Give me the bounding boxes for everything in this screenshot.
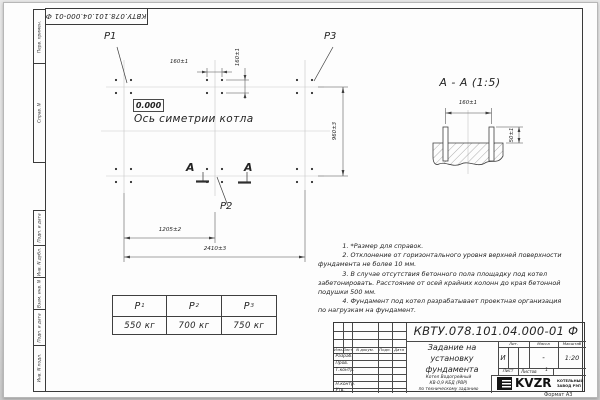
side-cell-sprav-n: Справ. N <box>37 103 42 123</box>
titleblock-gridline <box>508 347 509 368</box>
rev-col-izm: Изм. <box>334 347 343 353</box>
titleblock-gridline <box>334 339 406 340</box>
titleblock-gridline <box>334 331 406 332</box>
titleblock-designation: КВТУ.078.101.04.000-01 Ф <box>413 324 579 339</box>
load-table-value-p3: 750 кг <box>233 320 265 331</box>
note-line: фундамента не более 10 мм. <box>318 260 417 269</box>
note-line: 3. В случае отсутствия бетонного пола площадку под котел <box>318 269 548 278</box>
corner-designation-box <box>45 9 148 25</box>
side-cell-vzam-inv: Взам. инв. N <box>34 278 45 310</box>
format-label: Формат А3 <box>544 392 573 398</box>
load-point-label-p2: P2 <box>220 201 233 212</box>
dim-label-bolt-spacing-v: 160±1 <box>235 47 242 67</box>
rev-col-podp: Подп. <box>379 347 391 353</box>
dim-label-bolt-spacing-h: 160±1 <box>170 59 189 65</box>
side-cell-podp-data-1: Подп. и дата <box>34 211 45 246</box>
role-prov: Пров. <box>335 360 349 366</box>
load-table-header-p3: Р 3 <box>222 296 276 317</box>
dim-label-section-bolt-height: 50±1 <box>509 127 516 143</box>
role-utv: Утв. <box>335 388 345 393</box>
dim-label-row-spacing: 960±3 <box>332 121 339 141</box>
dim-label-mid-span: 1205±2 <box>158 227 182 233</box>
product-line2: КВ-0,9 КБД (РВР) <box>429 381 468 387</box>
doc-title-line1: Задание на <box>427 343 477 352</box>
load-table-value-p2: 700 кг <box>167 317 221 334</box>
scale-value: 1:20 <box>564 353 580 362</box>
side-cell-perv-primen: Перв. примен. <box>34 10 45 64</box>
lit-label: Лит. <box>509 341 518 347</box>
section-letter-right: А <box>244 161 253 174</box>
side-column-top <box>33 9 46 163</box>
load-table-header-p1: Р 1 <box>113 296 167 317</box>
product-line3: по техническому заданию <box>418 387 479 393</box>
note-line: 4. Фундамент под котел разрабатывает проектная организация <box>318 297 562 306</box>
note-line: 2. Отклонение от горизонтального уровня верхней поверхности <box>318 251 562 260</box>
load-point-label-p1: P1 <box>104 31 117 42</box>
titleblock-gridline <box>553 368 554 375</box>
titleblock-gridline <box>518 347 519 375</box>
level-mark: 0.000 <box>133 99 164 112</box>
mass-label: Масса <box>537 341 550 347</box>
titleblock-gridline <box>491 375 492 393</box>
side-cell-inv-podl: Инв. N подл. <box>37 353 42 383</box>
mass-value: - <box>542 353 545 362</box>
kvzr-logo-caption-line1: КОТЕЛЬНЫЙ <box>557 379 584 383</box>
kvzr-logo-text: KVZR <box>515 376 552 390</box>
side-cell-inv-dubl: Инв. N дубл. <box>34 246 45 278</box>
note-line: подушки 500 мм. <box>318 288 377 297</box>
dim-label-section-bolt-spacing: 160±1 <box>458 100 478 106</box>
note-line: забетонировать. Расстояние от осей крайних колонн до края бетонной <box>318 278 561 287</box>
product-line1: Котел Водогрейный <box>425 375 472 381</box>
side-cell-podp-data-2: Подп. и дата <box>34 310 45 346</box>
titleblock-gridline <box>392 323 393 393</box>
load-point-label-p3: P3 <box>324 31 337 42</box>
kvzr-logo-caption-line2: ЗАВОД РЭП <box>557 384 581 388</box>
rev-col-data: Дата <box>394 347 404 353</box>
side-column-bottom <box>33 210 46 392</box>
scale-label: Масштаб <box>562 341 582 347</box>
role-razrab: Разраб. <box>335 353 353 359</box>
rev-col-ndokum: N докум. <box>356 347 374 353</box>
role-nkontr: Н.контр. <box>335 381 356 387</box>
titleblock-gridline <box>334 374 406 375</box>
title-block <box>333 322 585 392</box>
sheets-label: Листов <box>521 368 537 374</box>
doc-title-line3: фундамента <box>425 365 479 374</box>
doc-title-line2: установку <box>430 354 474 363</box>
kvzr-logo-icon <box>497 377 512 390</box>
boiler-axis-label: Ось симетрии котла <box>134 113 254 125</box>
sheets-value: 1 <box>545 368 548 374</box>
load-table-value-p1: 550 кг <box>113 317 167 334</box>
sheet-label: Лист <box>502 368 514 374</box>
titleblock-gridline <box>378 323 379 393</box>
note-line: 1. *Размер для справок. <box>318 242 424 250</box>
lit-value: И <box>500 353 506 362</box>
technical-notes <box>318 242 584 316</box>
corner-designation-text: КВТУ.078.101.04.000-01 Ф <box>45 12 147 21</box>
section-letter-left: А <box>186 161 195 174</box>
note-line: по нагрузкам на фундамент. <box>318 306 417 315</box>
section-view-title: А - А (1:5) <box>439 76 501 89</box>
rev-col-list: Лист <box>342 347 353 353</box>
load-table <box>112 295 277 335</box>
load-table-header-p2: Р 2 <box>167 296 221 317</box>
role-tkontr: Т.контр. <box>335 367 355 373</box>
dim-label-full-span: 2410±3 <box>203 246 227 252</box>
